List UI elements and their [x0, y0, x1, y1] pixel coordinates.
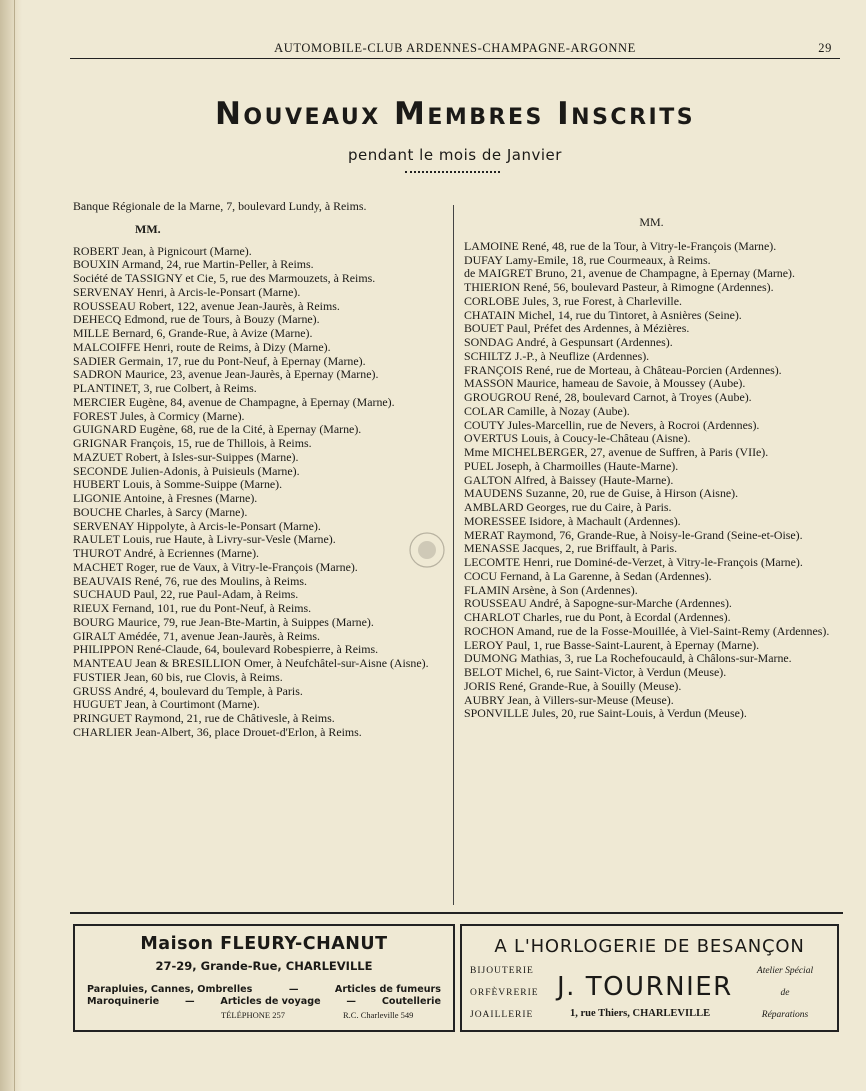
advertisement-fleury-chanut — [73, 924, 455, 1032]
left-entry-list — [73, 245, 442, 740]
member-entry: SUCHAUD Paul, 22, rue Paul-Adam, à Reims. — [73, 587, 299, 602]
ad-products-line-1 — [87, 984, 441, 995]
member-entry: PRINGUET Raymond, 21, rue de Châtivesle, à Reims. — [73, 711, 335, 725]
member-entry: ROUSSEAU Robert, 122, avenue Jean-Jaurès, à Reims. — [73, 298, 340, 313]
member-entry: RIEUX Fernand, 101, rue du Pont-Neuf, à Reims. — [73, 601, 312, 615]
member-entry: BOURG Maurice, 79, rue Jean-Bte-Martin, à Suippes (Marne). — [73, 614, 374, 629]
member-entry: HUBERT Louis, à Somme-Suippe (Marne). — [73, 477, 283, 492]
ad-shop-name: A L'HORLOGERIE DE BESANÇON — [494, 936, 805, 957]
member-entry: FOREST Jules, à Cormicy (Marne). — [73, 408, 245, 423]
member-entry: MENASSE Jacques, 2, rue Briffault, à Paris. — [464, 541, 678, 556]
member-entry: GIRALT Amédée, 71, avenue Jean-Jaurès, à Reims. — [73, 628, 320, 643]
member-entry: Société de TASSIGNY et Cie, 5, rue des Marmouzets, à Reims. — [73, 271, 376, 285]
member-entry: PLANTINET, 3, rue Colbert, à Reims. — [73, 381, 257, 395]
member-entry: BEAUVAIS René, 76, rue des Moulins, à Reims. — [73, 573, 307, 588]
member-entry: de MAIGRET Bruno, 21, avenue de Champagne, à Epernay (Marne). — [464, 266, 795, 281]
member-entry: MAZUET Robert, à Isles-sur-Suippes (Marne). — [73, 449, 299, 464]
member-entry: SONDAG André, à Gespunsart (Ardennes). — [464, 335, 673, 349]
member-entry: CORLOBE Jules, 3, rue Forest, à Charleville. — [464, 293, 682, 308]
ad-trade-bijouterie: BIJOUTERIE — [470, 966, 534, 976]
member-entry: MAUDENS Suzanne, 20, rue de Guise, à Hirson (Aisne). — [464, 486, 739, 501]
member-entry: DEHECQ Edmond, rue de Tours, à Bouzy (Marne). — [73, 312, 320, 327]
ad-product: Maroquinerie — [87, 996, 160, 1007]
member-entry: ROUSSEAU André, à Sapogne-sur-Marche (Ardennes). — [464, 596, 732, 611]
advertisement-horlogerie — [460, 924, 839, 1032]
ad-separator: — — [346, 996, 357, 1007]
ad-products-line-2 — [87, 996, 441, 1007]
mm-heading: MM. — [639, 215, 664, 229]
member-entry: JORIS René, Grande-Rue, à Souilly (Meuse). — [464, 678, 682, 693]
member-entry: BOUCHE Charles, à Sarcy (Marne). — [73, 504, 248, 519]
member-entry: BELOT Michel, 6, rue Saint-Victor, à Verdun (Meuse). — [464, 665, 727, 679]
member-entry: Mme MICHELBERGER, 27, avenue de Suffren, à Paris (VIIe). — [464, 445, 769, 459]
page-gutter-line — [14, 0, 15, 1091]
member-entry: SCHILTZ J.-P., à Neuflize (Ardennes). — [464, 348, 650, 363]
member-entry: CHATAIN Michel, 14, rue du Tintoret, à Asnières (Seine). — [464, 307, 742, 322]
page-number: 29 — [818, 41, 832, 55]
member-entry: SADRON Maurice, 23, avenue Jean-Jaurès, à Epernay (Marne). — [73, 367, 379, 382]
member-entry: SADIER Germain, 17, rue du Pont-Neuf, à Epernay (Marne). — [73, 353, 366, 368]
member-entry: PHILIPPON René-Claude, 64, boulevard Robespierre, à Reims. — [73, 642, 379, 657]
member-entry: CHARLOT Charles, rue du Pont, à Ecordal (Ardennes). — [464, 610, 731, 624]
member-entry: MANTEAU Jean & BRESILLION Omer, à Neufchâtel-sur-Aisne (Aisne). — [73, 656, 429, 670]
member-entry: LEROY Paul, 1, rue Basse-Saint-Laurent, à Epernay (Marne). — [464, 637, 760, 652]
mm-heading: MM. — [135, 221, 161, 236]
member-entry: GUIGNARD Eugène, 68, rue de la Cité, à Epernay (Marne). — [73, 422, 362, 437]
member-entry: AMBLARD Georges, rue du Caire, à Paris. — [464, 500, 672, 514]
ad-separator: — — [185, 996, 195, 1007]
member-entry: THIERION René, 56, boulevard Pasteur, à Rimogne (Ardennes). — [464, 280, 774, 294]
member-entry: MERCIER Eugène, 84, avenue de Champagne, à Epernay (Marne). — [73, 394, 395, 409]
ad-separator: — — [288, 984, 299, 995]
member-entry: AUBRY Jean, à Villers-sur-Meuse (Meuse). — [464, 692, 674, 707]
member-entry: LAMOINE René, 48, rue de la Tour, à Vitry-le-François (Marne). — [464, 238, 777, 253]
member-entry: CHARLIER Jean-Albert, 36, place Drouet-d'Erlon, à Reims. — [73, 724, 362, 739]
member-entry: COCU Fernand, à La Garenne, à Sedan (Ardennes). — [464, 568, 712, 583]
right-entry-list — [464, 240, 839, 721]
page-binding-shadow — [0, 0, 22, 1091]
ad-shop-address: 1, rue Thiers, CHARLEVILLE — [570, 1008, 711, 1019]
ad-proprietor-name: J. TOURNIER — [557, 972, 733, 1002]
ad-product: Articles de fumeurs — [334, 984, 441, 995]
member-entry: FUSTIER Jean, 60 bis, rue Clovis, à Reims. — [73, 669, 283, 684]
member-entry: FLAMIN Arsène, à Son (Ardennes). — [464, 582, 638, 597]
member-entry: MILLE Bernard, 6, Grande-Rue, à Avize (Marne). — [73, 326, 313, 340]
title-dotted-rule — [405, 171, 500, 173]
member-entry: SPONVILLE Jules, 20, rue Saint-Louis, à Verdun (Meuse). — [464, 706, 747, 721]
ad-registration: R.C. Charleville 549 — [343, 1010, 414, 1020]
member-entry: BOUET Paul, Préfet des Ardennes, à Mézières. — [464, 321, 690, 336]
running-head-title: AUTOMOBILE-CLUB ARDENNES-CHAMPAGNE-ARGONNE — [274, 41, 636, 55]
member-entry: GALTON Alfred, à Baissey (Haute-Marne). — [464, 472, 674, 487]
member-entry: MORESSEE Isidore, à Machault (Ardennes). — [464, 513, 681, 528]
member-entry: THUROT André, à Ecriennes (Marne). — [73, 546, 260, 560]
ad-atelier-line-2: de — [780, 988, 790, 998]
bottom-rule — [70, 912, 843, 914]
member-entry: MASSON Maurice, hameau de Savoie, à Moussey (Aube). — [464, 376, 746, 391]
member-entry: ROBERT Jean, à Pignicourt (Marne). — [73, 243, 252, 258]
ad-product: Articles de voyage — [220, 996, 321, 1007]
member-entry: MALCOIFFE Henri, route de Reims, à Dizy (Marne). — [73, 339, 331, 354]
ad-atelier-line-3: Réparations — [761, 1010, 809, 1020]
member-entry: DUFAY Lamy-Emile, 18, rue Courmeaux, à Reims. — [464, 252, 711, 267]
library-stamp — [400, 520, 454, 580]
ad-shop-address: 27-29, Grande-Rue, CHARLEVILLE — [155, 959, 373, 973]
running-head — [70, 38, 840, 59]
member-entry: HUGUET Jean, à Courtimont (Marne). — [73, 697, 260, 712]
page-title: Nouveaux Membres Inscrits — [214, 96, 696, 132]
page-subtitle: pendant le mois de Janvier — [348, 146, 562, 164]
member-entry: DUMONG Mathias, 3, rue La Rochefoucauld, à Châlons-sur-Marne. — [464, 651, 792, 666]
ad-trade-joaillerie: JOAILLERIE — [470, 1010, 534, 1020]
member-entry: LIGONIE Antoine, à Fresnes (Marne). — [73, 491, 258, 505]
member-entry: GROUGROU René, 28, boulevard Carnot, à Troyes (Aube). — [464, 390, 752, 404]
ad-telephone: TÉLÉPHONE 257 — [221, 1010, 285, 1020]
member-entry: PUEL Joseph, à Charmoilles (Haute-Marne). — [464, 458, 679, 473]
ad-shop-name: Maison FLEURY-CHANUT — [140, 934, 388, 954]
intro-entry: Banque Régionale de la Marne, 7, boulevard Lundy, à Reims. — [73, 199, 367, 213]
member-entry: GRIGNAR François, 15, rue de Thillois, à Reims. — [73, 436, 312, 450]
left-member-column — [73, 200, 442, 740]
member-entry: COUTY Jules-Marcellin, rue de Nevers, à Rocroi (Ardennes). — [464, 417, 760, 432]
member-entry: FRANÇOIS René, rue de Morteau, à Château-Porcien (Ardennes). — [464, 362, 782, 377]
member-entry: GRUSS André, 4, boulevard du Temple, à Paris. — [73, 683, 303, 698]
ad-product: Parapluies, Cannes, Ombrelles — [87, 984, 253, 995]
ad-product: Coutellerie — [381, 996, 441, 1007]
member-entry: SECONDE Julien-Adonis, à Puisieuls (Marne). — [73, 463, 300, 478]
member-entry: ROCHON Amand, rue de la Fosse-Mouillée, à Viel-Saint-Remy (Ardennes). — [464, 623, 830, 638]
member-entry: RAULET Louis, rue Haute, à Livry-sur-Vesle (Marne). — [73, 532, 336, 547]
member-entry: BOUXIN Armand, 24, rue Martin-Peller, à Reims. — [73, 257, 314, 272]
member-entry: MERAT Raymond, 76, Grande-Rue, à Noisy-le-Grand (Seine-et-Oise). — [464, 527, 803, 542]
member-entry: SERVENAY Hippolyte, à Arcis-le-Ponsart (Marne). — [73, 518, 321, 533]
member-entry: SERVENAY Henri, à Arcis-le-Ponsart (Marne). — [73, 284, 301, 299]
member-entry: COLAR Camille, à Nozay (Aube). — [464, 403, 630, 418]
member-entry: OVERTUS Louis, à Coucy-le-Château (Aisne). — [464, 431, 691, 446]
member-entry: LECOMTE Henri, rue Dominé-de-Verzet, à Vitry-le-François (Marne). — [464, 555, 803, 569]
ad-trade-orfevrerie: ORFÈVRERIE — [470, 988, 539, 998]
right-member-column — [464, 216, 839, 721]
member-entry: MACHET Roger, rue de Vaux, à Vitry-le-François (Marne). — [73, 559, 358, 574]
ad-atelier-line-1: Atelier Spécial — [756, 966, 814, 976]
